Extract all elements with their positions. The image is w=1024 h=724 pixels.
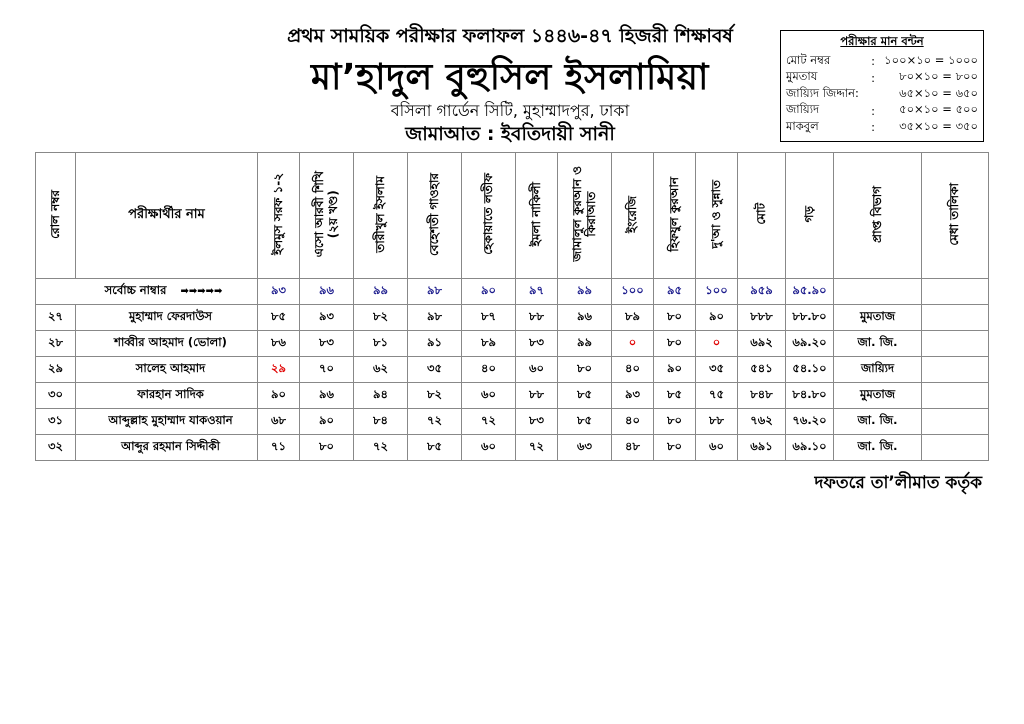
scale-label: জায়্যিদ জিদ্দান: (786, 85, 859, 100)
table-row (36, 409, 989, 435)
average-cell: ৭৬.২০ (786, 409, 834, 435)
total-cell: ৬৯১ (738, 435, 786, 461)
arrow-right-icon: ➡➡➡➡➡ (180, 286, 223, 297)
mark-cell: ৪০ (462, 357, 516, 383)
mark-cell: ৮০ (654, 435, 696, 461)
mark-cell: ৯৬ (300, 383, 354, 409)
mark-cell: ৬২ (354, 357, 408, 383)
header-subject: বেহেশতী গাওহার (408, 153, 462, 279)
mark-cell: ৭২ (408, 409, 462, 435)
mark-cell: ৯৪ (354, 383, 408, 409)
mark-cell: ৬৩ (558, 435, 612, 461)
mark-cell: ৭৫ (696, 383, 738, 409)
roll-cell: ৩১ (36, 409, 76, 435)
roll-cell: ২৭ (36, 305, 76, 331)
header-subject: হিফযুল কুরআন (654, 153, 696, 279)
average-cell: ৬৯.১০ (786, 435, 834, 461)
class-line: জামাআত : ইবতিদায়ী সানী (405, 123, 615, 145)
average-cell: ৫৪.১০ (786, 357, 834, 383)
highest-mark-cell: ৯৬ (300, 279, 354, 305)
highest-mark-cell: ৯৫.৯০ (786, 279, 834, 305)
scale-value: ১০০×১০ = ১০০০ (884, 52, 978, 67)
merit-cell (922, 383, 989, 409)
total-cell: ৭৬২ (738, 409, 786, 435)
scale-colon: : (871, 120, 875, 135)
scale-value: ৬৫×১০ = ৬৫০ (899, 85, 978, 100)
scale-label: জায়্যিদ (786, 102, 820, 117)
scale-label: মাকবুল (786, 118, 819, 133)
header-average: গড় (786, 153, 834, 279)
header-roll: রোল নম্বর (36, 153, 76, 279)
mark-cell: ৯১ (408, 331, 462, 357)
header-subject: দু'আ ও সুন্নাত (696, 153, 738, 279)
highest-mark-cell: ১০০ (612, 279, 654, 305)
mark-cell: ৮০ (300, 435, 354, 461)
mark-cell: ৯৮ (408, 305, 462, 331)
average-cell: ৮৮.৮০ (786, 305, 834, 331)
division-cell: মুমতাজ (834, 305, 922, 331)
table-row (36, 357, 989, 383)
mark-cell: ৯০ (696, 305, 738, 331)
mark-cell: ৯০ (258, 383, 300, 409)
scale-row (786, 70, 978, 87)
header-name: পরীক্ষার্থীর নাম (76, 153, 258, 279)
mark-cell: ৬০ (516, 357, 558, 383)
scale-colon: : (871, 103, 875, 118)
empty-cell (922, 279, 989, 305)
main-title: মা’হাদুল বুহুসিল ইসলামিয়া (311, 57, 709, 98)
student-name-cell: ফারহান সাদিক (76, 383, 258, 409)
header-subject: ইংরেজি (612, 153, 654, 279)
average-cell: ৮৪.৮০ (786, 383, 834, 409)
mark-cell: ৮৮ (696, 409, 738, 435)
mark-cell: ৮৫ (258, 305, 300, 331)
mark-cell: ৬০ (462, 435, 516, 461)
header-subject: ইলমুস সরফ ১-২ (258, 153, 300, 279)
mark-scale-title: পরীক্ষার মান বন্টন (840, 34, 924, 48)
mark-cell: ৮২ (408, 383, 462, 409)
highest-marks-label: সর্বোচ্চ নাম্বার ➡➡➡➡➡ (36, 279, 258, 305)
header-subject: ইমলা নাকিলী (516, 153, 558, 279)
mark-cell: ৮৪ (354, 409, 408, 435)
scale-value: ৩৫×১০ = ৩৫০ (899, 118, 978, 133)
student-name-cell: শাব্বীর আহমাদ (ভোলা) (76, 331, 258, 357)
highest-mark-cell: ৯৩ (258, 279, 300, 305)
mark-cell: ৮৯ (612, 305, 654, 331)
mark-cell: ৮৯ (462, 331, 516, 357)
mark-cell: ৯৬ (558, 305, 612, 331)
mark-cell: ৮৫ (558, 409, 612, 435)
mark-cell: ৪৮ (612, 435, 654, 461)
mark-cell: ৬০ (696, 435, 738, 461)
mark-cell: ৮০ (654, 305, 696, 331)
mark-cell: ৮০ (654, 409, 696, 435)
header-row (36, 153, 989, 279)
header-subject: এসো আরবী শিখি (২য় খণ্ড) (300, 153, 354, 279)
scale-row (786, 86, 978, 103)
highest-mark-cell: ৯৫৯ (738, 279, 786, 305)
mark-cell: ৮৩ (300, 331, 354, 357)
mark-cell: ২৯ (258, 357, 300, 383)
mark-cell: ৮০ (654, 331, 696, 357)
mark-cell: ৩৫ (408, 357, 462, 383)
mark-cell: ৯৯ (558, 331, 612, 357)
header-division: প্রাপ্ত বিভাগ (834, 153, 922, 279)
division-cell: জা. জি. (834, 435, 922, 461)
mark-cell: ৪০ (612, 357, 654, 383)
table-row (36, 305, 989, 331)
header-total: মোট (738, 153, 786, 279)
highest-mark-cell: ৯৭ (516, 279, 558, 305)
mark-cell: ৭২ (462, 409, 516, 435)
scale-row (786, 103, 978, 120)
merit-cell (922, 409, 989, 435)
division-cell: জা. জি. (834, 409, 922, 435)
scale-row (786, 119, 978, 136)
header-subject: জামালুল কুরআন ও কিরাআত (558, 153, 612, 279)
mark-cell: ৮০ (558, 357, 612, 383)
merit-cell (922, 435, 989, 461)
address: বসিলা গার্ডেন সিটি, মুহাম্মাদপুর, ঢাকা (390, 101, 630, 120)
student-name-cell: মুহাম্মাদ ফেরদাউস (76, 305, 258, 331)
division-cell: মুমতাজ (834, 383, 922, 409)
mark-cell: ৭১ (258, 435, 300, 461)
header-subject: তারীখুল ইসলাম (354, 153, 408, 279)
table-row (36, 331, 989, 357)
merit-cell (922, 331, 989, 357)
mark-scale-box (780, 30, 984, 142)
scale-label: মোট নম্বর (786, 52, 831, 67)
mark-cell: ৩৫ (696, 357, 738, 383)
scale-value: ৮০×১০ = ৮০০ (899, 69, 978, 84)
mark-cell: ৭০ (300, 357, 354, 383)
mark-cell: ৮১ (354, 331, 408, 357)
highest-mark-cell: ৯০ (462, 279, 516, 305)
mark-cell: ৬০ (462, 383, 516, 409)
highest-marks-row (36, 279, 989, 305)
table-row (36, 435, 989, 461)
mark-cell: ৯০ (300, 409, 354, 435)
student-name-cell: সালেহ আহমাদ (76, 357, 258, 383)
student-name-cell: আব্দুর রহমান সিদ্দীকী (76, 435, 258, 461)
mark-cell: ৮৭ (462, 305, 516, 331)
header-merit: মেধা তালিকা (922, 153, 989, 279)
mark-cell: ৮৩ (516, 331, 558, 357)
roll-cell: ৩০ (36, 383, 76, 409)
total-cell: ৮৪৮ (738, 383, 786, 409)
mark-cell: ৮৫ (558, 383, 612, 409)
sub-title: প্রথম সাময়িক পরীক্ষার ফলাফল ১৪৪৬-৪৭ হিজরী শিক্ষাবর্ষ (287, 25, 733, 47)
student-name-cell: আব্দুল্লাহ মুহাম্মাদ যাকওয়ান (76, 409, 258, 435)
empty-cell (834, 279, 922, 305)
mark-cell: ৮২ (354, 305, 408, 331)
mark-cell: ৯৩ (612, 383, 654, 409)
mark-cell: ০ (696, 331, 738, 357)
mark-cell: ০ (612, 331, 654, 357)
table-row (36, 383, 989, 409)
mark-cell: ৭২ (516, 435, 558, 461)
mark-cell: ৬৮ (258, 409, 300, 435)
scale-row (786, 53, 978, 70)
mark-cell: ৪০ (612, 409, 654, 435)
scale-label: মুমতায (786, 69, 818, 84)
mark-cell: ৮৫ (654, 383, 696, 409)
highest-mark-cell: ৯৯ (354, 279, 408, 305)
scale-colon: : (871, 70, 875, 85)
mark-cell: ৭২ (354, 435, 408, 461)
mark-cell: ৮৩ (516, 409, 558, 435)
mark-cell: ৮৮ (516, 383, 558, 409)
mark-cell: ৮৬ (258, 331, 300, 357)
merit-cell (922, 357, 989, 383)
footer-signature: দফতরে তা’লীমাত কর্তৃক (814, 473, 982, 493)
mark-cell: ৮৮ (516, 305, 558, 331)
merit-cell (922, 305, 989, 331)
total-cell: ৬৯২ (738, 331, 786, 357)
division-cell: জা. জি. (834, 331, 922, 357)
scale-colon: : (871, 54, 875, 69)
result-table (35, 152, 989, 461)
highest-mark-cell: ১০০ (696, 279, 738, 305)
result-body (36, 279, 989, 461)
highest-mark-cell: ৯৯ (558, 279, 612, 305)
mark-cell: ৮৫ (408, 435, 462, 461)
mark-cell: ৯০ (654, 357, 696, 383)
total-cell: ৮৮৮ (738, 305, 786, 331)
average-cell: ৬৯.২০ (786, 331, 834, 357)
roll-cell: ২৮ (36, 331, 76, 357)
highest-mark-cell: ৯৮ (408, 279, 462, 305)
roll-cell: ৩২ (36, 435, 76, 461)
mark-cell: ৯৩ (300, 305, 354, 331)
roll-cell: ২৯ (36, 357, 76, 383)
division-cell: জায়্যিদ (834, 357, 922, 383)
header-subject: হেকায়াতে লতীফ (462, 153, 516, 279)
total-cell: ৫৪১ (738, 357, 786, 383)
highest-mark-cell: ৯৫ (654, 279, 696, 305)
scale-value: ৫০×১০ = ৫০০ (899, 102, 978, 117)
